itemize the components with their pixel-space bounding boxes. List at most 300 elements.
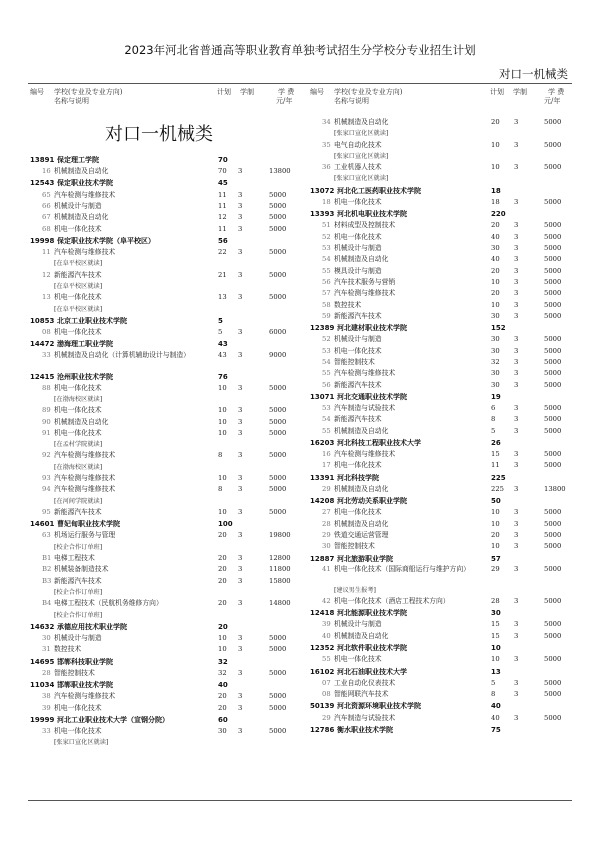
major-code: 31 (42, 645, 51, 654)
major-row (30, 212, 305, 223)
major-code: 53 (322, 244, 331, 253)
major-plan: 32 (491, 357, 500, 366)
school-name: 河北科技学院 (337, 473, 379, 482)
major-fee: 5000 (544, 311, 562, 320)
major-name: 汽车检测与维修技术 (54, 692, 116, 701)
major-row (310, 530, 580, 541)
school-name: 渤海理工职业学院 (57, 340, 113, 349)
major-plan: 40 (491, 232, 500, 241)
major-name: 汽车技术服务与营销 (334, 277, 396, 286)
major-plan: 10 (491, 140, 500, 149)
major-row (310, 334, 580, 345)
major-years: 3 (238, 565, 243, 574)
school-plan: 40 (218, 681, 228, 690)
major-plan: 20 (218, 565, 227, 574)
header-code: 编号 (310, 88, 324, 96)
major-years: 3 (238, 451, 243, 460)
major-years: 3 (238, 668, 243, 677)
major-fee: 5000 (269, 474, 287, 483)
major-fee: 5000 (544, 335, 562, 344)
major-code: 13 (42, 293, 51, 302)
major-fee: 5000 (269, 270, 287, 279)
major-plan: 20 (491, 221, 500, 230)
major-years: 3 (238, 727, 243, 736)
major-note: [在孟村学院就读] (54, 441, 103, 449)
major-row (310, 266, 580, 277)
major-row (310, 117, 580, 128)
major-name: 机械设计与制造 (334, 335, 382, 344)
school-row (30, 371, 305, 383)
major-years: 3 (514, 289, 519, 298)
major-plan: 20 (491, 289, 500, 298)
school-plan: 152 (491, 324, 506, 333)
school-name: 保定职业技术学院 (57, 179, 113, 188)
major-name: 数控技术 (334, 300, 362, 309)
major-name: 机械制造及自动化 (54, 213, 109, 222)
major-fee: 5000 (269, 417, 287, 426)
major-name: 智能控制技术 (334, 357, 375, 366)
major-row (30, 351, 305, 371)
major-row (310, 541, 580, 552)
major-plan: 18 (491, 197, 500, 206)
major-row (310, 596, 580, 607)
major-code: 35 (322, 140, 331, 149)
major-row (310, 380, 580, 391)
major-plan: 30 (491, 346, 500, 355)
major-name: 汽车检测与维修技术 (334, 450, 396, 459)
major-row (30, 450, 305, 461)
header-school-line2: 名称与说明 (54, 97, 89, 105)
school-name: 保定职业技术学院（阜平校区） (57, 236, 155, 245)
major-fee: 5000 (544, 450, 562, 459)
major-years: 3 (238, 224, 243, 233)
school-row (30, 518, 305, 530)
major-name: 工业自动化仪表技术 (334, 678, 396, 687)
major-name: 机械制造及自动化 (334, 484, 389, 493)
major-fee: 5000 (544, 713, 562, 722)
major-plan: 10 (491, 163, 500, 172)
major-code: 39 (42, 703, 51, 712)
note-row (30, 281, 305, 292)
school-name: 河北工业职业技术大学（宣钢分院） (57, 715, 169, 724)
note-row (310, 585, 580, 596)
school-row (30, 656, 305, 668)
school-row (30, 714, 305, 726)
major-row (30, 726, 305, 737)
major-plan: 10 (491, 508, 500, 517)
school-name: 河北化工医药职业技术学院 (337, 186, 421, 195)
major-fee: 5000 (544, 690, 562, 699)
major-years: 3 (514, 369, 519, 378)
school-plan: 75 (491, 725, 501, 734)
school-row (310, 185, 580, 197)
major-plan: 22 (218, 248, 227, 257)
major-name: 汽车检测与维修技术 (54, 485, 116, 494)
major-fee: 6000 (269, 328, 287, 337)
major-name: 机电一体化技术 (334, 197, 382, 206)
school-name: 衡水职业技术学院 (337, 725, 393, 734)
major-name: 机电一体化技术 (54, 383, 102, 392)
major-row (310, 713, 580, 724)
major-code: B3 (42, 576, 52, 585)
major-fee: 5000 (544, 369, 562, 378)
major-name: 智能控制技术 (54, 668, 95, 677)
major-note: [在阜平校区就读] (54, 260, 103, 268)
major-fee: 5000 (269, 485, 287, 494)
school-code: 13072 (310, 186, 335, 195)
school-code: 12887 (310, 554, 335, 563)
major-row (310, 619, 580, 630)
major-code: 33 (42, 727, 51, 736)
note-row (310, 151, 580, 162)
major-code: 27 (322, 508, 331, 517)
major-years: 3 (238, 383, 243, 392)
major-code: 16 (42, 167, 51, 176)
note-row (30, 439, 305, 450)
major-code: 55 (322, 369, 331, 378)
header-code: 编号 (30, 88, 44, 96)
major-code: 08 (42, 328, 51, 337)
major-plan: 70 (218, 167, 227, 176)
major-code: 95 (42, 507, 51, 516)
major-fee: 5000 (544, 346, 562, 355)
note-row (30, 542, 305, 553)
school-name: 沧州职业技术学院 (57, 372, 113, 381)
note-row (30, 610, 305, 621)
page-title: 2023年河北省普通高等职业教育单独考试招生分学校分专业招生计划 (124, 43, 476, 57)
major-name: 机械制造及自动化 (334, 519, 389, 528)
major-years: 3 (514, 461, 519, 470)
school-name: 北京工业职业技术学院 (57, 316, 127, 325)
school-plan: 26 (491, 438, 501, 447)
major-row (310, 220, 580, 231)
header-school-line1: 学校(专业及专业方向) (334, 88, 403, 96)
major-name: 机电一体化技术 (334, 655, 382, 664)
school-name: 河北科技工程职业技术大学 (337, 438, 421, 447)
major-name: 电梯工程技术（民航机务维修方向） (54, 599, 163, 608)
major-years: 3 (514, 426, 519, 435)
major-note: [张家口宣化区就读] (334, 130, 389, 138)
major-row (310, 300, 580, 311)
major-years: 3 (514, 564, 519, 573)
major-years: 3 (514, 508, 519, 517)
major-fee: 5000 (544, 620, 562, 629)
major-note: [校企合作订单班] (54, 611, 103, 619)
major-row (30, 405, 305, 416)
school-plan: 76 (218, 372, 228, 381)
major-note: [在阜平校区就读] (54, 305, 103, 313)
school-row (310, 391, 580, 403)
major-name: 机械装备制造技术 (54, 565, 109, 574)
school-code: 13071 (310, 392, 335, 401)
major-fee: 5000 (544, 255, 562, 264)
major-name: 新能源汽车技术 (334, 380, 382, 389)
major-years: 3 (514, 655, 519, 664)
bottom-rule (28, 800, 572, 801)
major-row (30, 484, 305, 495)
major-years: 3 (514, 380, 519, 389)
major-years: 3 (238, 507, 243, 516)
major-row (30, 383, 305, 394)
major-name: 机电一体化技术 (54, 224, 102, 233)
major-years: 3 (514, 519, 519, 528)
major-fee: 5000 (544, 597, 562, 605)
major-fee: 5000 (544, 403, 562, 412)
school-row (30, 679, 305, 691)
major-name: 机械制造及自动化（计算机辅助设计与制造） (54, 350, 190, 359)
major-row (310, 232, 580, 243)
major-row (310, 484, 580, 495)
major-code: 88 (42, 383, 51, 392)
major-plan: 21 (218, 270, 227, 279)
major-name: 电梯工程技术 (54, 554, 95, 563)
major-name: 智能网联汽车技术 (334, 690, 389, 699)
right-column-header (310, 88, 580, 112)
school-name: 邯郸科技职业学院 (57, 657, 113, 666)
major-fee: 13800 (269, 167, 291, 176)
major-name: 汽车检测与维修技术 (54, 190, 116, 199)
major-plan: 11 (218, 190, 227, 199)
major-row (30, 507, 305, 518)
major-name: 机械制造及自动化 (54, 167, 109, 176)
major-years: 3 (238, 406, 243, 415)
major-name: 机电一体化技术 (54, 328, 102, 337)
major-fee: 5000 (544, 357, 562, 366)
major-plan: 20 (491, 530, 500, 539)
major-years: 3 (238, 201, 243, 210)
header-years: 学制 (513, 88, 527, 96)
major-plan: 10 (218, 507, 227, 516)
major-name: 汽车检测与维修技术 (54, 451, 116, 460)
major-plan: 40 (491, 255, 500, 264)
major-years: 3 (514, 255, 519, 264)
major-fee: 5000 (544, 221, 562, 230)
top-rule (28, 83, 572, 84)
header-fee-line2: 元/年 (276, 97, 293, 105)
school-row (30, 177, 305, 189)
major-name: 机械制造及自动化 (334, 631, 389, 640)
school-code: 12543 (30, 179, 55, 188)
major-years: 3 (238, 213, 243, 222)
major-fee: 5000 (269, 645, 287, 654)
school-name: 河北劳动关系职业学院 (337, 497, 407, 506)
major-years: 3 (514, 678, 519, 687)
major-note: [建议男生报考] (334, 586, 376, 594)
major-name: 汽车制造与试验技术 (334, 713, 396, 722)
major-name: 新能源汽车技术 (334, 415, 382, 424)
major-name: 机场运行服务与管理 (54, 531, 116, 540)
header-years: 学制 (240, 88, 254, 96)
school-plan: 19 (491, 392, 501, 401)
major-plan: 10 (491, 300, 500, 309)
major-note: [在河间学院就读] (54, 497, 103, 505)
school-row (310, 642, 580, 654)
major-code: 56 (322, 380, 331, 389)
major-fee: 5000 (544, 530, 562, 539)
school-code: 19999 (30, 715, 55, 724)
major-plan: 10 (218, 383, 227, 392)
major-fee: 5000 (544, 655, 562, 664)
major-row (30, 201, 305, 212)
major-years: 3 (514, 232, 519, 241)
major-row (30, 190, 305, 201)
major-years: 3 (238, 599, 243, 608)
header-fee-line1: 学 费 (278, 88, 295, 96)
major-name: 汽车检测与维修技术 (334, 369, 396, 378)
major-row (310, 277, 580, 288)
major-years: 3 (238, 576, 243, 585)
major-code: 67 (42, 213, 51, 222)
major-row (310, 460, 580, 471)
school-name: 保定理工学院 (57, 156, 99, 164)
major-years: 3 (238, 474, 243, 483)
major-fee: 5000 (269, 224, 287, 233)
major-fee: 5000 (269, 727, 287, 736)
major-row (30, 564, 305, 575)
major-code: 18 (322, 197, 331, 206)
major-plan: 32 (218, 668, 227, 677)
major-years: 3 (238, 692, 243, 701)
school-row (310, 472, 580, 484)
major-years: 3 (238, 190, 243, 199)
major-code: 07 (322, 678, 331, 687)
header-fee-line2: 元/年 (544, 97, 561, 105)
school-plan: 60 (218, 715, 228, 724)
major-code: 54 (322, 357, 331, 366)
major-fee: 5000 (269, 634, 287, 642)
major-row (30, 428, 305, 439)
major-code: B2 (42, 565, 52, 574)
major-code: 53 (322, 346, 331, 355)
major-code: 92 (42, 451, 51, 460)
major-years: 3 (238, 270, 243, 279)
major-plan: 10 (218, 634, 227, 642)
major-name: 机电一体化技术 (334, 508, 382, 517)
major-years: 3 (238, 645, 243, 654)
major-years: 3 (514, 620, 519, 629)
major-row (30, 530, 305, 541)
major-code: 57 (322, 289, 331, 298)
major-fee: 5000 (544, 197, 562, 206)
major-row (310, 689, 580, 700)
major-years: 3 (514, 197, 519, 206)
school-plan: 56 (218, 236, 228, 245)
major-note: [张家口宣化区就读] (334, 152, 389, 160)
major-years: 3 (514, 542, 519, 551)
major-name: 工业机器人技术 (334, 163, 382, 172)
school-code: 16203 (310, 438, 335, 447)
major-years: 3 (238, 554, 243, 563)
major-code: 29 (322, 530, 331, 539)
major-plan: 12 (218, 213, 227, 222)
major-years: 3 (238, 350, 243, 359)
major-plan: 43 (218, 350, 227, 359)
major-code: 94 (42, 485, 51, 494)
major-plan: 5 (491, 426, 496, 435)
major-plan: 8 (491, 690, 496, 699)
major-code: 93 (42, 474, 51, 483)
major-row (310, 140, 580, 151)
major-row (310, 311, 580, 322)
major-years: 3 (238, 293, 243, 302)
school-code: 13891 (30, 156, 55, 164)
major-row (30, 224, 305, 235)
school-row (310, 322, 580, 334)
major-years: 3 (514, 346, 519, 355)
left-column (30, 116, 305, 749)
major-name: 机械设计与制造 (54, 634, 102, 642)
major-plan: 8 (218, 485, 223, 494)
note-row (30, 258, 305, 269)
major-name: 机械设计与制造 (334, 620, 382, 629)
major-row (310, 254, 580, 265)
major-fee: 5000 (544, 415, 562, 424)
major-row (30, 292, 305, 303)
major-code: 40 (322, 631, 331, 640)
school-plan: 100 (218, 520, 233, 529)
major-fee: 14800 (269, 599, 291, 608)
school-name: 河北能源职业技术学院 (337, 609, 407, 618)
major-row (310, 519, 580, 530)
major-code: 52 (322, 232, 331, 241)
major-code: 39 (322, 620, 331, 629)
major-name: 机电一体化技术 (54, 428, 102, 437)
major-plan: 28 (491, 597, 500, 605)
major-years: 3 (514, 300, 519, 309)
major-row (30, 633, 305, 644)
major-fee: 5000 (269, 248, 287, 257)
major-fee: 5000 (544, 266, 562, 275)
major-row (30, 691, 305, 702)
major-plan: 10 (218, 645, 227, 654)
major-code: 59 (322, 311, 331, 320)
school-name: 河北机电职业技术学院 (337, 210, 407, 219)
major-years: 3 (514, 244, 519, 253)
school-name: 河北建材职业技术学院 (337, 324, 407, 333)
major-code: 11 (42, 248, 51, 257)
major-plan: 8 (491, 415, 496, 424)
school-row (30, 235, 305, 247)
major-plan: 10 (491, 277, 500, 286)
major-plan: 10 (491, 655, 500, 664)
school-plan: 50 (491, 497, 501, 506)
school-plan: 18 (491, 186, 501, 195)
major-fee: 5000 (544, 678, 562, 687)
major-fee: 5000 (269, 190, 287, 199)
major-code: 54 (322, 415, 331, 424)
major-code: 29 (322, 713, 331, 722)
major-fee: 5000 (269, 201, 287, 210)
header-fee-line1: 学 费 (548, 88, 565, 96)
major-code: 52 (322, 335, 331, 344)
major-years: 3 (514, 484, 519, 493)
major-row (310, 426, 580, 437)
major-name: 机电一体化技术（酒店工程技术方向） (334, 597, 450, 605)
school-code: 19998 (30, 236, 55, 245)
major-row (310, 368, 580, 379)
major-years: 3 (514, 140, 519, 149)
school-row (310, 495, 580, 507)
major-code: 16 (322, 450, 331, 459)
school-row (30, 338, 305, 350)
major-fee: 19800 (269, 531, 291, 540)
major-row (30, 576, 305, 587)
major-plan: 11 (218, 201, 227, 210)
major-name: 机电一体化技术 (334, 346, 382, 355)
major-plan: 30 (491, 369, 500, 378)
major-code: 65 (42, 190, 51, 199)
major-note: [校企合作订单班] (54, 543, 103, 551)
